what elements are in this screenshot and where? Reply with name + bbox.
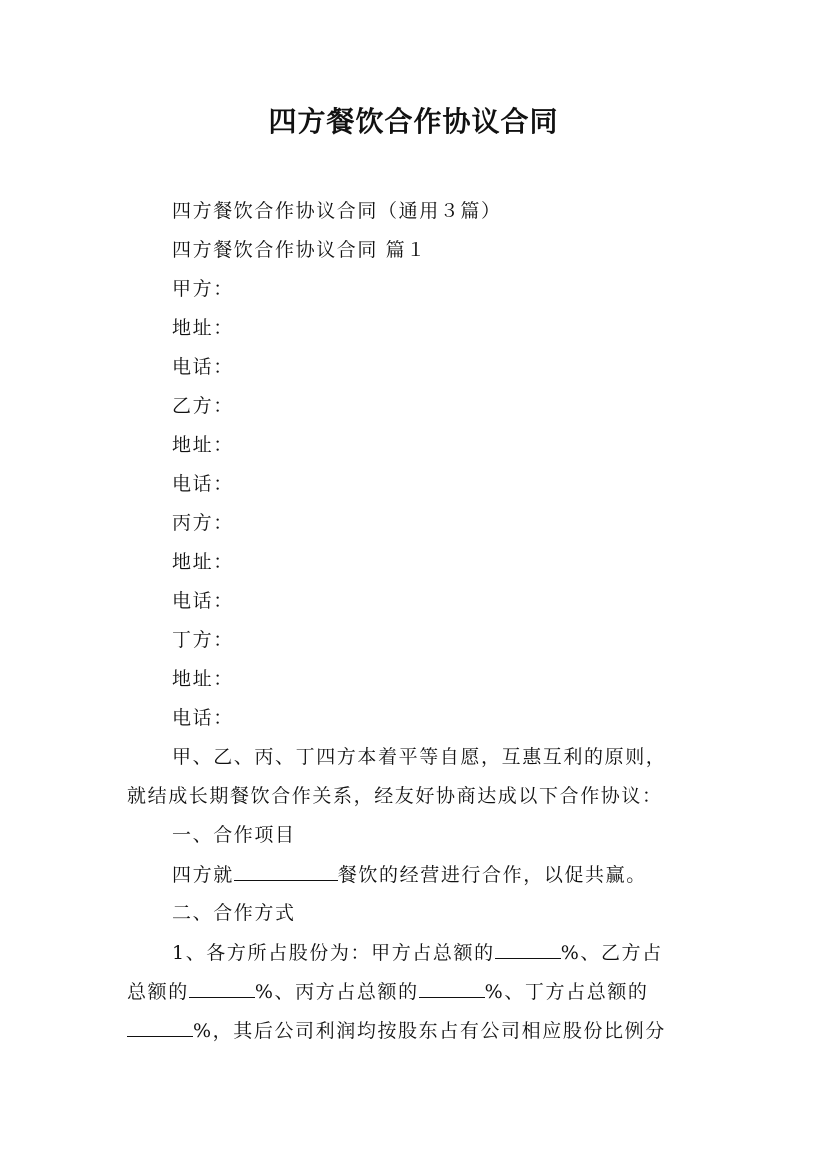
section-1-heading: 一、合作项目 bbox=[172, 824, 296, 846]
clause-1-text-b: %、乙方占 bbox=[560, 942, 663, 964]
party-b-name: 乙方： bbox=[172, 395, 234, 417]
document-subtitle: 四方餐饮合作协议合同（通用３篇） bbox=[172, 200, 502, 222]
clause-1-line-2 bbox=[127, 979, 649, 1004]
party-d-address: 地址： bbox=[172, 668, 234, 690]
party-b-phone: 电话： bbox=[172, 473, 234, 495]
party-c-address: 地址： bbox=[172, 551, 234, 573]
share-blank-a bbox=[495, 940, 561, 959]
clause-1-text-d: %、丙方占总额的 bbox=[254, 981, 419, 1003]
party-b-address: 地址： bbox=[172, 434, 234, 456]
party-a-name: 甲方： bbox=[172, 278, 234, 300]
party-a-address: 地址： bbox=[172, 317, 234, 339]
section-2-heading: 二、合作方式 bbox=[172, 902, 296, 924]
clause-1-line-3 bbox=[127, 1018, 666, 1043]
share-blank-d bbox=[127, 1018, 193, 1037]
party-c-name: 丙方： bbox=[172, 512, 234, 534]
clause-1-text-a: 1、各方所占股份为：甲方占总额的 bbox=[172, 942, 495, 964]
party-c-phone: 电话： bbox=[172, 590, 234, 612]
intro-line-2: 就结成长期餐饮合作关系，经友好协商达成以下合作协议： bbox=[127, 785, 663, 807]
share-blank-c bbox=[419, 979, 485, 998]
share-blank-b bbox=[189, 979, 255, 998]
project-blank bbox=[234, 862, 338, 881]
intro-line-1: 甲、乙、丙、丁四方本着平等自愿，互惠互利的原则， bbox=[172, 746, 667, 768]
section-1-text-end: 餐饮的经营进行合作，以促共赢。 bbox=[337, 864, 647, 886]
clause-1-line-1 bbox=[172, 940, 663, 965]
party-a-phone: 电话： bbox=[172, 356, 234, 378]
clause-1-text-c: 总额的 bbox=[127, 981, 189, 1003]
clause-1-text-f: %，其后公司利润均按股东占有公司相应股份比例分 bbox=[193, 1020, 666, 1042]
chapter-heading: 四方餐饮合作协议合同 篇１ bbox=[172, 239, 427, 261]
section-1-text bbox=[172, 862, 647, 887]
section-1-text-start: 四方就 bbox=[172, 864, 234, 886]
party-d-phone: 电话： bbox=[172, 707, 234, 729]
party-d-name: 丁方： bbox=[172, 629, 234, 651]
document-title: 四方餐饮合作协议合同 bbox=[268, 105, 559, 138]
clause-1-text-e: %、丁方占总额的 bbox=[484, 981, 649, 1003]
